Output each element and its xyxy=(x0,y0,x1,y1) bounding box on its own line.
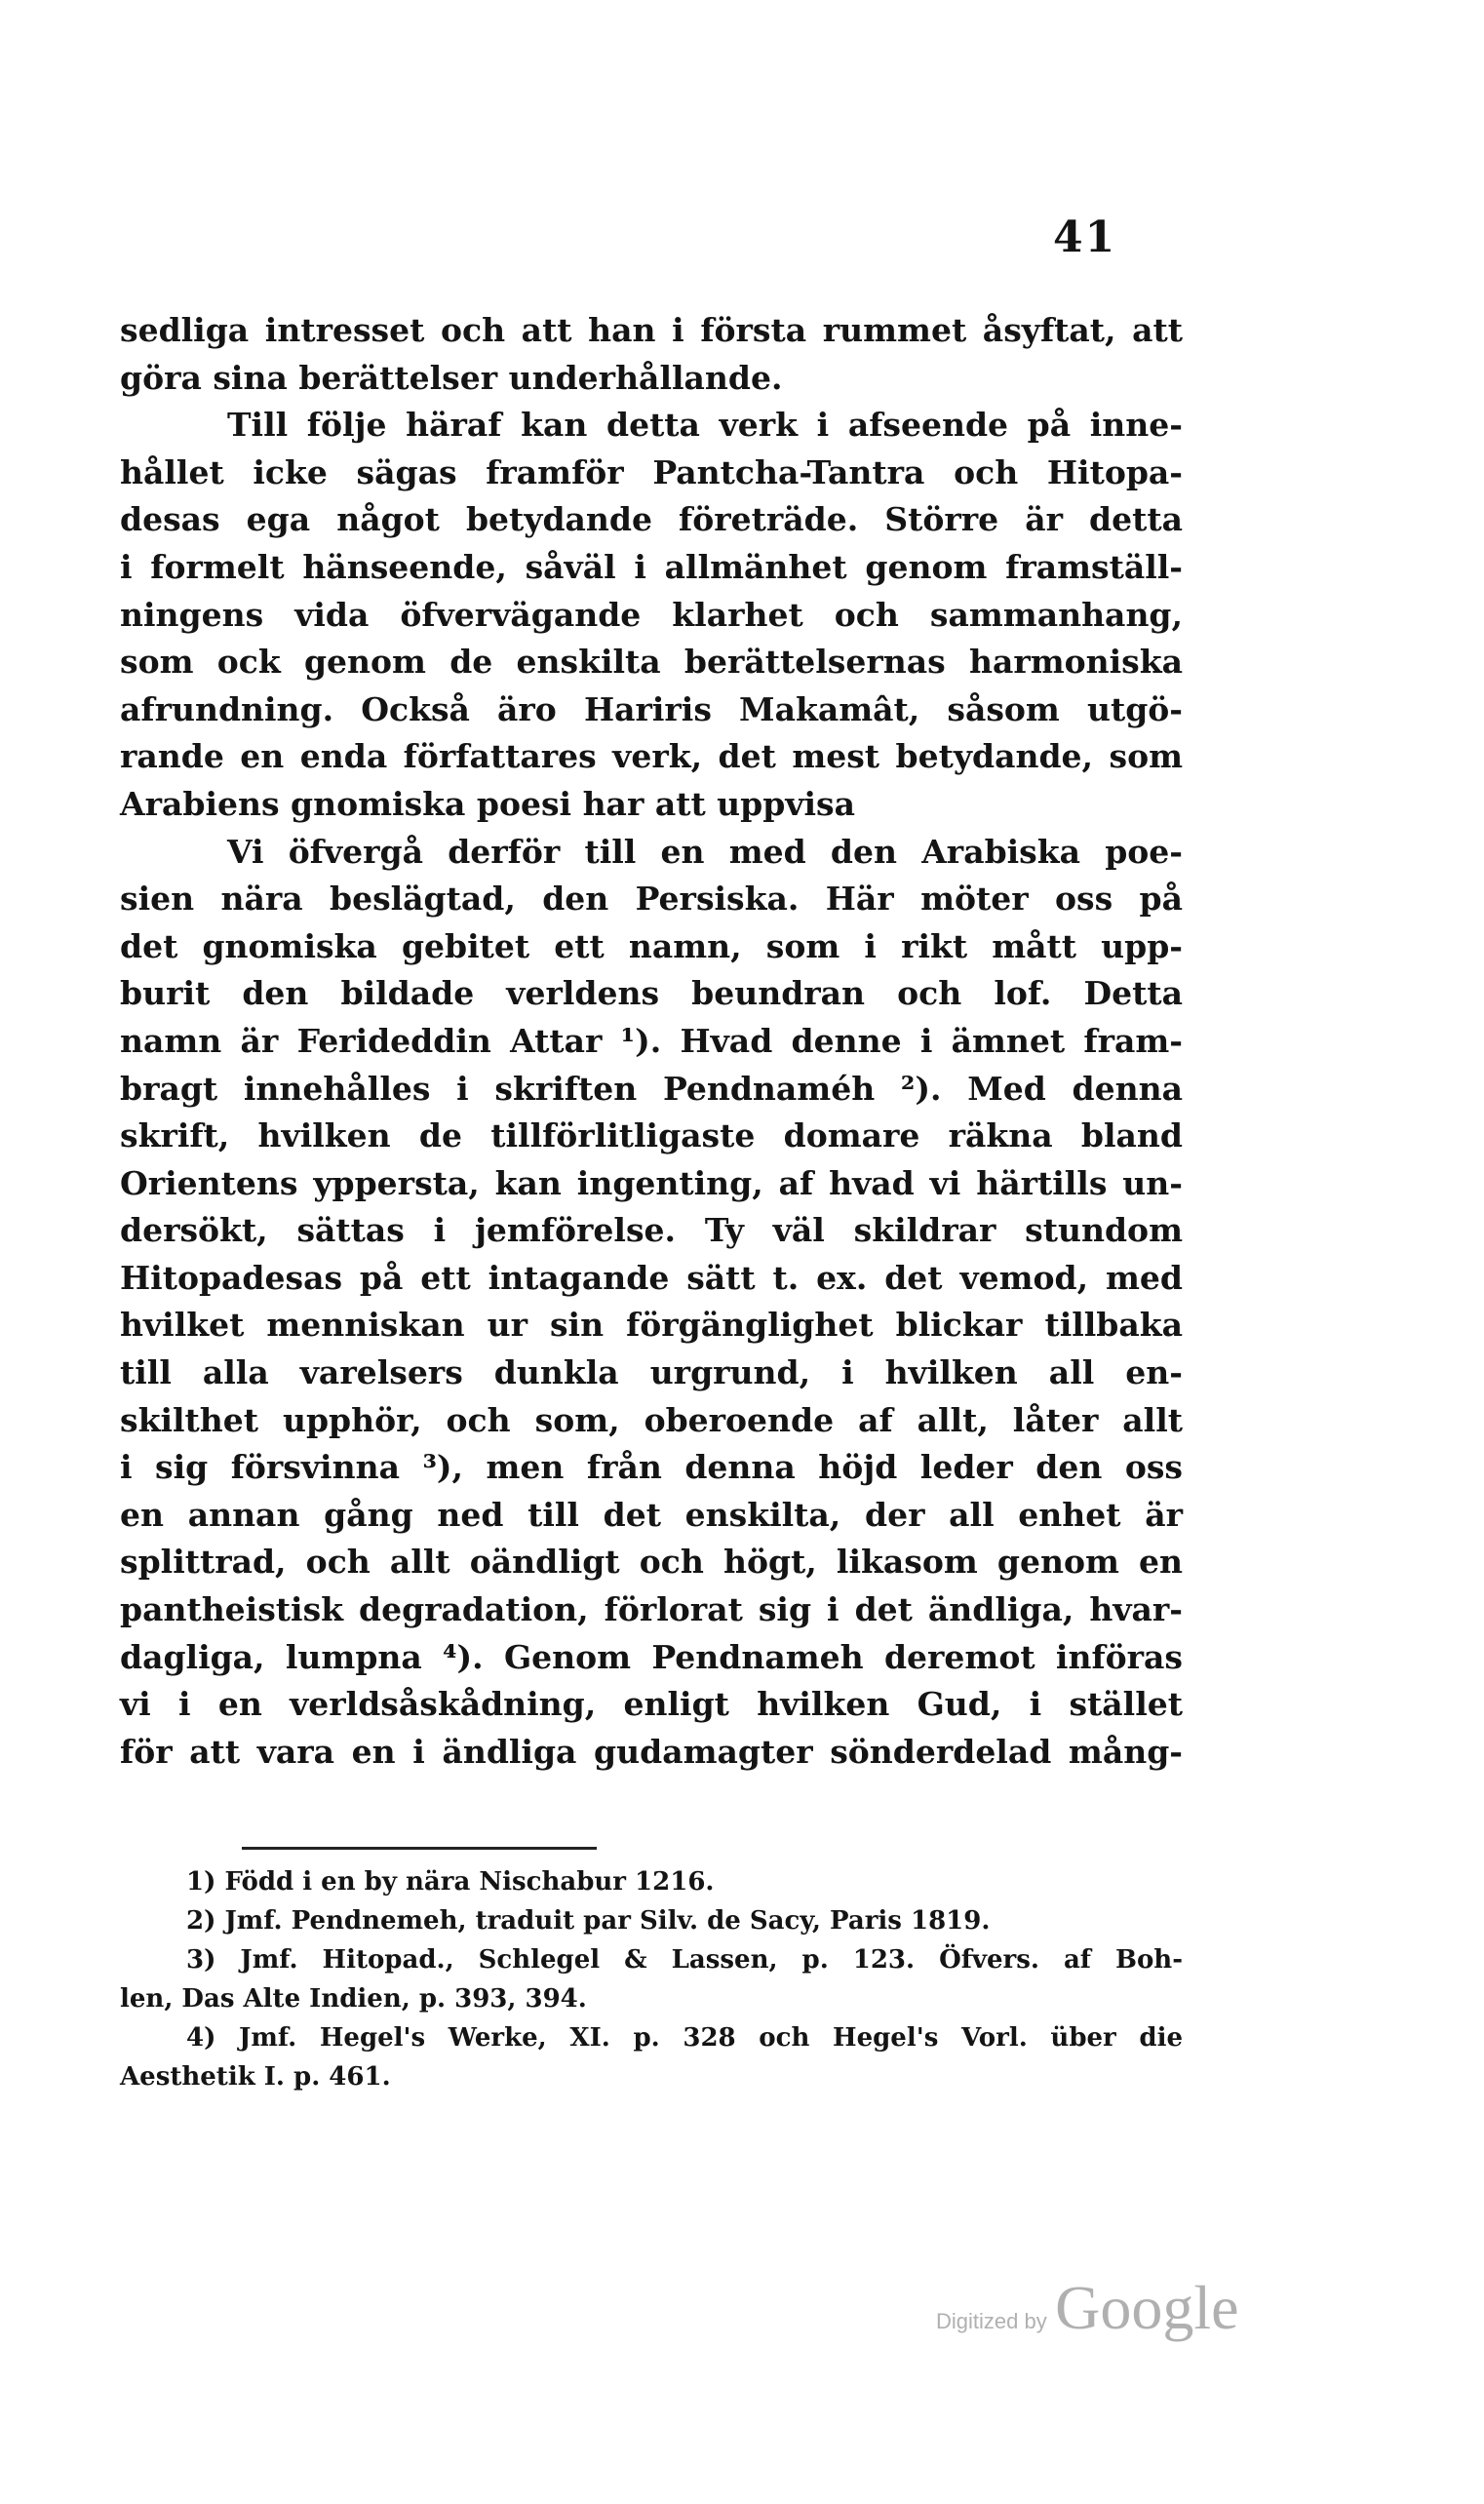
text-line: i formelt hänseende, såväl i allmänhet genom framställ- xyxy=(120,547,1183,586)
text-line: i sig försvinna ³), men från denna höjd leder den oss xyxy=(120,1448,1183,1487)
digitized-watermark xyxy=(936,2272,1239,2344)
text-line: Arabiens gnomiska poesi har att uppvisa xyxy=(120,784,855,823)
text-line: skrift, hvilken de tillförlitligaste domare räkna bland xyxy=(120,1116,1183,1155)
text-line: Vi öfvergå derför till en med den Arabiska poe- xyxy=(227,832,1183,871)
text-line: dagliga, lumpna ⁴). Genom Pendnameh deremot införas xyxy=(120,1637,1183,1676)
footnote: Aesthetik I. p. 461. xyxy=(120,2062,391,2092)
text-line: skilthet upphör, och som, oberoende af allt, låter allt xyxy=(120,1400,1183,1439)
text-line: ningens vida öfvervägande klarhet och sammanhang, xyxy=(120,595,1183,634)
text-line: afrundning. Också äro Hariris Makamât, såsom utgö- xyxy=(120,689,1183,728)
text-line: till alla varelsers dunkla urgrund, i hvilken all en- xyxy=(120,1353,1183,1392)
text-line: Till följe häraf kan detta verk i afseende på inne- xyxy=(227,406,1183,445)
text-line: splittrad, och allt oändligt och högt, likasom genom en xyxy=(120,1543,1183,1582)
text-line: det gnomiska gebitet ett namn, som i rikt mått upp- xyxy=(120,926,1183,965)
text-line: bragt innehålles i skriften Pendnaméh ²). Med denna xyxy=(120,1069,1183,1108)
text-line: hållet icke sägas framför Pantcha-Tantra och Hitopa- xyxy=(120,452,1183,491)
footnote: 3) Jmf. Hitopad., Schlegel & Lassen, p. 123. Öfvers. af Boh- xyxy=(186,1945,1183,1975)
google-logo: Google xyxy=(1055,2273,1239,2342)
footnotes xyxy=(120,1862,1183,2096)
text-line: sedliga intresset och att han i första rummet åsyftat, att xyxy=(120,311,1183,349)
footnote: len, Das Alte Indien, p. 393, 394. xyxy=(120,1984,587,2014)
text-line: rande en enda författares verk, det mest betydande, som xyxy=(120,737,1183,776)
footnote-divider xyxy=(242,1847,597,1850)
text-line: för att vara en i ändliga gudamagter sönderdelad mång- xyxy=(120,1732,1183,1771)
text-line: sien nära beslägtad, den Persiska. Här möter oss på xyxy=(120,880,1183,919)
body-text xyxy=(120,307,1183,1776)
text-line: vi i en verldsåskådning, enligt hvilken Gud, i stället xyxy=(120,1685,1183,1724)
page-number: 41 xyxy=(1053,213,1117,262)
watermark-prefix: Digitized by xyxy=(936,2309,1047,2333)
text-line: som ock genom de enskilta berättelsernas harmoniska xyxy=(120,643,1183,682)
text-line: Orientens yppersta, kan ingenting, af hvad vi härtills un- xyxy=(120,1163,1183,1202)
footnote: 1) Född i en by nära Nischabur 1216. xyxy=(186,1867,715,1897)
text-line: göra sina berättelser underhållande. xyxy=(120,358,783,397)
text-line: dersökt, sättas i jemförelse. Ty väl skildrar stundom xyxy=(120,1211,1183,1250)
text-line: hvilket menniskan ur sin förgänglighet blickar tillbaka xyxy=(120,1306,1183,1345)
footnote: 2) Jmf. Pendnemeh, traduit par Silv. de Sacy, Paris 1819. xyxy=(186,1906,991,1936)
footnote: 4) Jmf. Hegel's Werke, XI. p. 328 och Hegel's Vorl. über die xyxy=(186,2023,1183,2053)
text-line: pantheistisk degradation, förlorat sig i det ändliga, hvar- xyxy=(120,1590,1183,1629)
text-line: en annan gång ned till det enskilta, der all enhet är xyxy=(120,1495,1183,1534)
text-line: namn är Ferideddin Attar ¹). Hvad denne i ämnet fram- xyxy=(120,1021,1183,1060)
text-line: desas ega något betydande företräde. Större är detta xyxy=(120,500,1183,539)
text-line: burit den bildade verldens beundran och lof. Detta xyxy=(120,974,1183,1013)
text-line: Hitopadesas på ett intagande sätt t. ex. det vemod, med xyxy=(120,1258,1183,1297)
